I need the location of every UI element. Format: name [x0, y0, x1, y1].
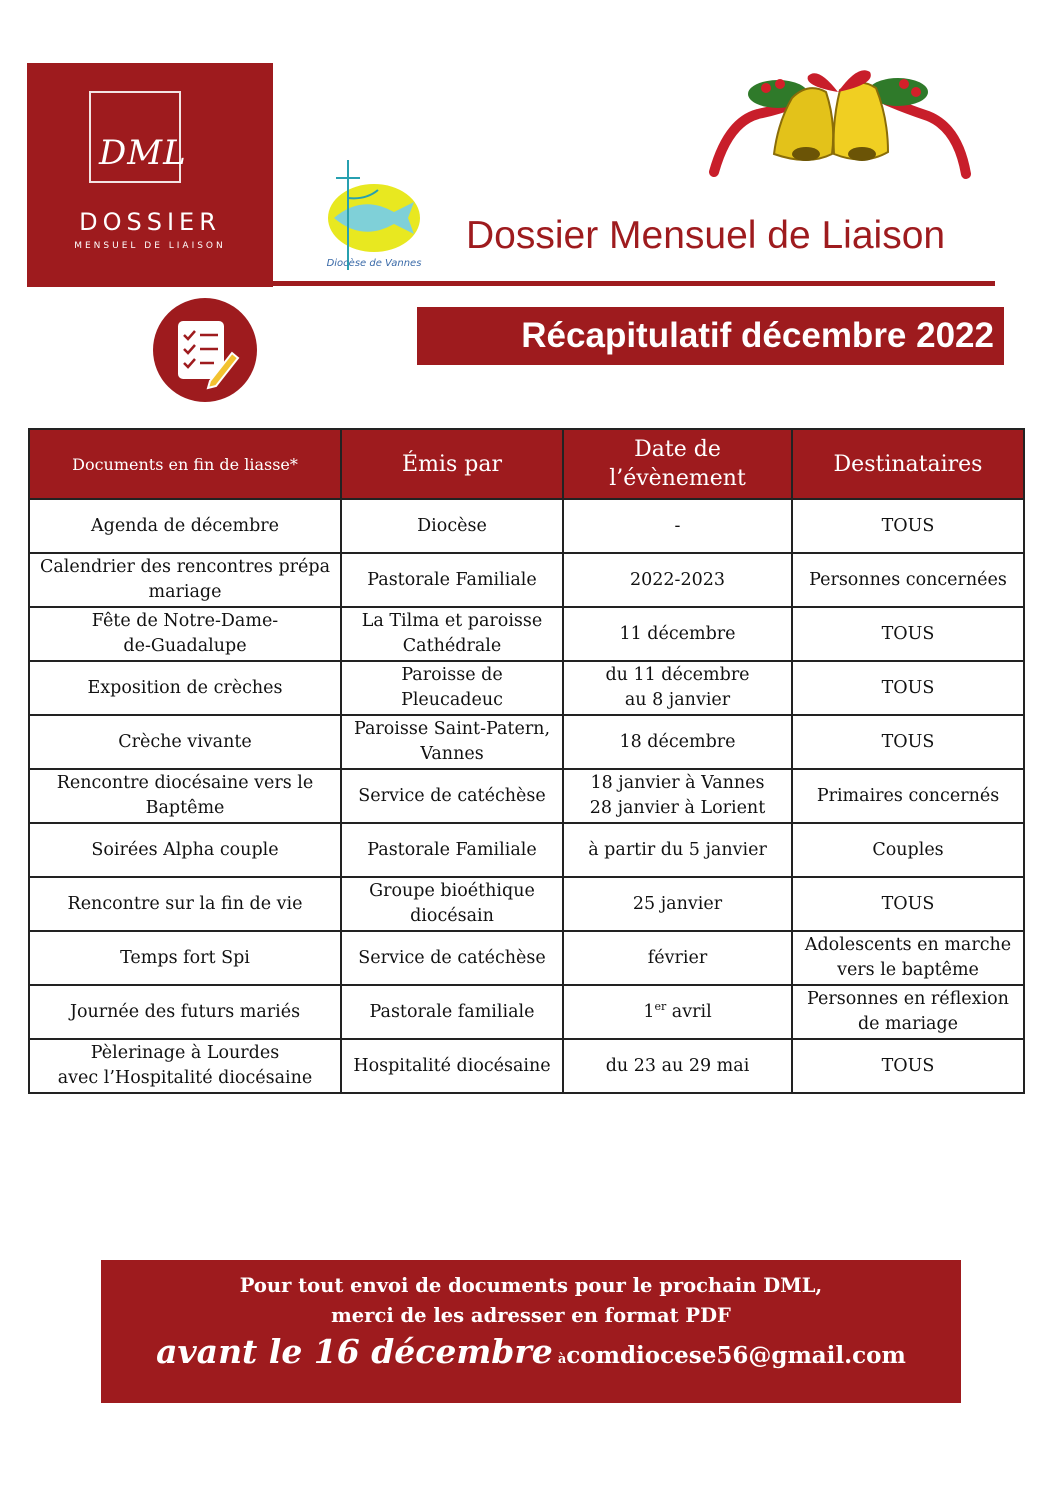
- cell-destinataires: Couples: [792, 823, 1024, 877]
- footer-line-2: merci de les adresser en format PDF: [331, 1304, 731, 1327]
- footer-line-1: Pour tout envoi de documents pour le prochain DML,: [239, 1274, 823, 1297]
- footer-deadline: avant le 16 décembre: [156, 1332, 553, 1371]
- cell-destinataires: TOUS: [792, 499, 1024, 553]
- cell-date: 25 janvier: [563, 877, 792, 931]
- cell-date: du 11 décembre au 8 janvier: [563, 661, 792, 715]
- cell-document: Agenda de décembre: [29, 499, 341, 553]
- cell-destinataires: Primaires concernés: [792, 769, 1024, 823]
- cell-emis-par: Paroisse de Pleucadeuc: [341, 661, 563, 715]
- header-emis-par: Émis par: [341, 429, 563, 499]
- cell-emis-par: Groupe bioéthique diocésain: [341, 877, 563, 931]
- cell-date: 11 décembre: [563, 607, 792, 661]
- cell-document: Soirées Alpha couple: [29, 823, 341, 877]
- cell-document: Rencontre diocésaine vers le Baptême: [29, 769, 341, 823]
- dml-logo-monogram: DML: [99, 133, 187, 173]
- header-title: Dossier Mensuel de Liaison: [466, 214, 946, 257]
- table-row: [29, 499, 1024, 553]
- diocese-name: Diocèse de Vannes: [326, 258, 422, 269]
- table-row: [29, 607, 1024, 661]
- date-ordinal: er: [654, 999, 667, 1013]
- christmas-bells-icon: [708, 62, 973, 182]
- cell-document: Fête de Notre-Dame- de-Guadalupe: [29, 607, 341, 661]
- cell-document: Journée des futurs mariés: [29, 985, 341, 1039]
- cell-date: du 23 au 29 mai: [563, 1039, 792, 1093]
- cell-emis-par: La Tilma et paroisse Cathédrale: [341, 607, 563, 661]
- footer-email: comdiocese56@gmail.com: [566, 1342, 906, 1369]
- cell-document: Exposition de crèches: [29, 661, 341, 715]
- dml-logo-word: DOSSIER: [79, 208, 221, 236]
- cell-document: Crèche vivante: [29, 715, 341, 769]
- cell-date: 2022-2023: [563, 553, 792, 607]
- cell-emis-par: Diocèse: [341, 499, 563, 553]
- checklist-icon: [152, 297, 258, 403]
- recap-title: Récapitulatif décembre 2022: [521, 316, 994, 355]
- cell-document: Calendrier des rencontres prépa mariage: [29, 553, 341, 607]
- cell-document: Rencontre sur la fin de vie: [29, 877, 341, 931]
- header-destinataires: Destinataires: [792, 429, 1024, 499]
- cell-date: à partir du 5 janvier: [563, 823, 792, 877]
- table-row: [29, 985, 1024, 1039]
- recap-banner: [417, 307, 1004, 365]
- cell-emis-par: Service de catéchèse: [341, 769, 563, 823]
- cell-date: 18 janvier à Vannes 28 janvier à Lorient: [563, 769, 792, 823]
- table-header-row: [29, 429, 1024, 499]
- cell-destinataires: Personnes concernées: [792, 553, 1024, 607]
- cell-emis-par: Service de catéchèse: [341, 931, 563, 985]
- events-table: [28, 428, 1025, 1094]
- cell-emis-par: Pastorale familiale: [341, 985, 563, 1039]
- cell-date: 18 décembre: [563, 715, 792, 769]
- footer-line-3: [101, 1332, 961, 1371]
- cell-destinataires: Personnes en réflexion de mariage: [792, 985, 1024, 1039]
- dml-logo: [27, 63, 273, 287]
- cell-destinataires: TOUS: [792, 715, 1024, 769]
- footer-preposition: à: [557, 1352, 567, 1367]
- header-documents: Documents en fin de liasse*: [29, 429, 341, 499]
- table-row: [29, 823, 1024, 877]
- cell-destinataires: TOUS: [792, 1039, 1024, 1093]
- cell-document: Temps fort Spi: [29, 931, 341, 985]
- cell-destinataires: Adolescents en marche vers le baptême: [792, 931, 1024, 985]
- cell-emis-par: Pastorale Familiale: [341, 553, 563, 607]
- table-row: [29, 931, 1024, 985]
- cell-date: février: [563, 931, 792, 985]
- date-month: avril: [666, 1001, 712, 1022]
- cell-date: -: [563, 499, 792, 553]
- cell-document: Pèlerinage à Lourdes avec l’Hospitalité diocésaine: [29, 1039, 341, 1093]
- table-row: [29, 769, 1024, 823]
- cell-emis-par: Paroisse Saint-Patern, Vannes: [341, 715, 563, 769]
- cell-destinataires: TOUS: [792, 877, 1024, 931]
- table-row: [29, 553, 1024, 607]
- cell-destinataires: TOUS: [792, 661, 1024, 715]
- diocese-fish-icon: [322, 158, 426, 272]
- header-rule: [273, 281, 995, 286]
- table-row: [29, 877, 1024, 931]
- cell-emis-par: Hospitalité diocésaine: [341, 1039, 563, 1093]
- dml-logo-subtitle: MENSUEL DE LIAISON: [74, 241, 226, 251]
- cell-emis-par: Pastorale Familiale: [341, 823, 563, 877]
- table-row: [29, 1039, 1024, 1093]
- date-day: 1: [643, 1001, 655, 1022]
- footer-banner: [101, 1260, 961, 1403]
- cell-destinataires: TOUS: [792, 607, 1024, 661]
- cell-date: [563, 985, 792, 1039]
- table-row: [29, 715, 1024, 769]
- table-row: [29, 661, 1024, 715]
- header-date: Date de l’évènement: [563, 429, 792, 499]
